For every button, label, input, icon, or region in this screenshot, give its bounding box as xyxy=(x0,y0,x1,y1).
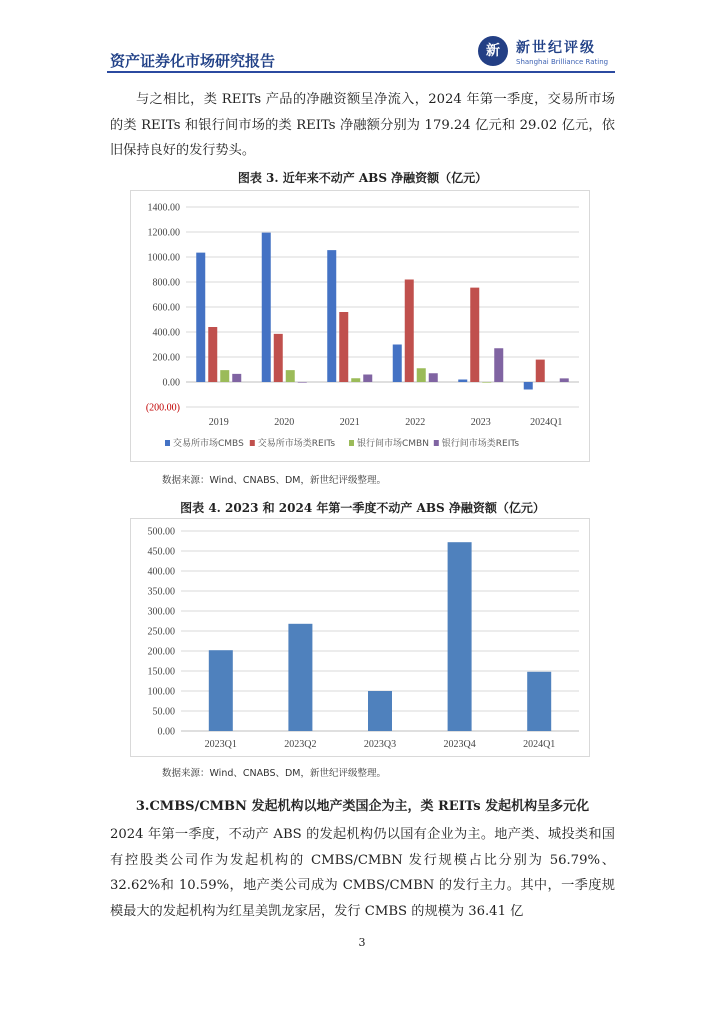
x-category-label: 2023Q4 xyxy=(443,739,476,750)
bar xyxy=(274,334,283,382)
bar xyxy=(208,327,217,382)
section-heading: 3.CMBS/CMBN 发起机构以地产类国企为主，类 REITs 发起机构呈多元化 xyxy=(135,799,590,814)
x-category-label: 2022 xyxy=(405,417,426,428)
figure-3-chart xyxy=(131,191,589,461)
bar xyxy=(405,280,414,383)
header-divider xyxy=(107,71,615,73)
bar xyxy=(288,624,312,731)
bar xyxy=(298,382,307,383)
bar xyxy=(286,370,295,382)
figure-4-source: 数据来源：Wind、CNABS、DM，新世纪评级整理。 xyxy=(162,768,387,779)
y-tick-label: 300.00 xyxy=(147,606,175,618)
y-tick-label: 200.00 xyxy=(152,352,180,364)
y-tick-label: 600.00 xyxy=(152,302,180,314)
x-category-label: 2023Q3 xyxy=(363,739,397,750)
y-tick-label: 0.00 xyxy=(157,726,175,738)
legend-label: 交易所市场类REITs xyxy=(257,439,336,449)
logo-name: 新世纪评级 xyxy=(516,40,596,56)
logo-subtitle: Shanghai Brilliance Rating xyxy=(516,58,609,66)
bar xyxy=(458,380,467,383)
y-tick-label: 1400.00 xyxy=(147,202,180,214)
body-paragraph-2: 2024 年第一季度，不动产 ABS 的发起机构仍以国有企业为主。地产类、城投类和国有控股类公司作为发起机构的 CMBS/CMBN 发行规模占比分别为 56.79%、32.62%和 10.59%，地产类公司成为 CMBS/CMBN 的发行主力。其中，一季度规模最大的发起机构为红星美凯龙家居，发行 CMBS 的规模为 36.41 亿 xyxy=(110,827,615,919)
y-tick-label: 100.00 xyxy=(147,686,175,698)
x-category-label: 2024Q1 xyxy=(530,417,563,428)
y-tick-label: 450.00 xyxy=(147,546,175,558)
x-category-label: 2023 xyxy=(470,417,491,428)
y-tick-label: (200.00) xyxy=(145,402,180,414)
y-tick-label: 200.00 xyxy=(147,646,175,658)
figure-4-chart xyxy=(131,519,589,756)
agency-logo xyxy=(478,36,613,72)
figure-3-source: 数据来源：Wind、CNABS、DM，新世纪评级整理。 xyxy=(162,475,387,486)
bar xyxy=(417,368,426,382)
x-category-label: 2021 xyxy=(339,417,360,428)
figure-4-caption: 图表 4. 2023 和 2024 年第一季度不动产 ABS 净融资额（亿元） xyxy=(180,501,545,515)
y-tick-label: 1200.00 xyxy=(147,227,180,239)
bar xyxy=(209,650,233,731)
legend-label: 银行间市场CMBN xyxy=(357,439,429,449)
legend-label: 交易所市场CMBS xyxy=(173,439,244,449)
x-category-label: 2023Q2 xyxy=(284,739,317,750)
y-tick-label: 50.00 xyxy=(152,706,175,718)
bar xyxy=(327,250,336,382)
bar xyxy=(232,374,241,382)
bar xyxy=(262,233,271,382)
bar xyxy=(536,360,545,382)
bar xyxy=(470,288,479,382)
y-tick-label: 400.00 xyxy=(147,566,175,578)
logo-emblem-icon: 新 xyxy=(478,36,508,66)
y-tick-label: 350.00 xyxy=(147,586,175,598)
x-category-label: 2019 xyxy=(208,417,229,428)
page-number: 3 xyxy=(358,936,366,949)
legend-swatch xyxy=(434,440,439,446)
x-category-label: 2023Q1 xyxy=(204,739,237,750)
y-tick-label: 150.00 xyxy=(147,666,175,678)
y-tick-label: 400.00 xyxy=(152,327,180,339)
bar xyxy=(368,691,392,731)
bar xyxy=(482,382,491,383)
figure-3-chart-frame xyxy=(130,190,590,462)
x-category-label: 2024Q1 xyxy=(523,739,556,750)
legend-swatch xyxy=(165,440,170,446)
bar xyxy=(429,373,438,382)
bar xyxy=(524,382,533,390)
bar xyxy=(339,312,348,382)
bar xyxy=(196,253,205,382)
report-header-title: 资产证券化市场研究报告 xyxy=(110,52,276,70)
bar xyxy=(351,378,360,382)
legend-label: 银行间市场类REITs xyxy=(441,439,520,449)
y-tick-label: 1000.00 xyxy=(147,252,180,264)
y-tick-label: 0.00 xyxy=(162,377,180,389)
bar xyxy=(527,672,551,731)
x-category-label: 2020 xyxy=(274,417,295,428)
legend-swatch xyxy=(349,440,354,446)
body-paragraph-1: 与之相比，类 REITs 产品的净融资额呈净流入，2024 年第一季度，交易所市场的类 REITs 和银行间市场的类 REITs 净融额分别为 179.24 亿元和 29.02 亿元，依旧保持良好的发行势头。 xyxy=(110,92,615,158)
bar xyxy=(220,370,229,382)
bar xyxy=(494,348,503,382)
y-tick-label: 500.00 xyxy=(147,526,175,538)
bar xyxy=(363,375,372,383)
y-tick-label: 800.00 xyxy=(152,277,180,289)
figure-3-caption: 图表 3. 近年来不动产 ABS 净融资额（亿元） xyxy=(237,171,488,185)
y-tick-label: 250.00 xyxy=(147,626,175,638)
bar xyxy=(393,345,402,383)
bar xyxy=(560,378,569,382)
legend-swatch xyxy=(250,440,255,446)
bar xyxy=(448,542,472,731)
figure-4-chart-frame xyxy=(130,518,590,757)
